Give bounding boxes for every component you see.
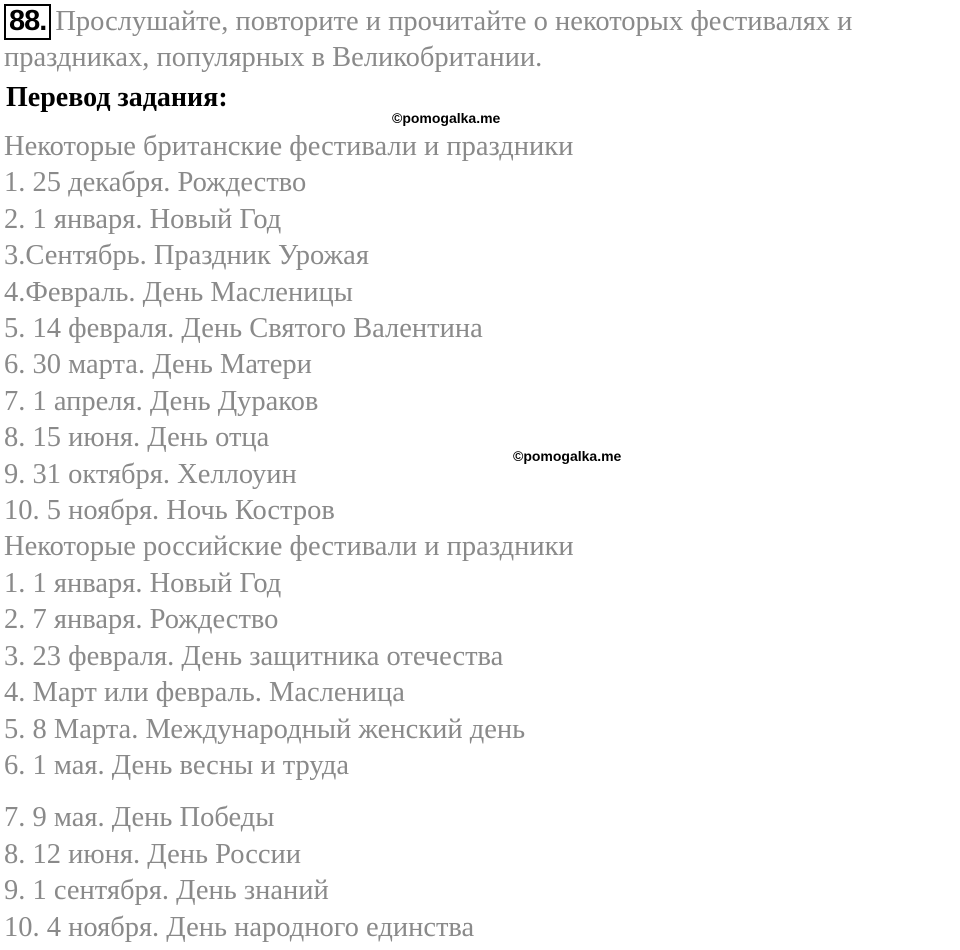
list-item: 8. 15 июня. День отца (4, 422, 270, 454)
list-item: 3.Сентябрь. Праздник Урожая (4, 240, 369, 272)
list-item: 10. 5 ноября. Ночь Костров (4, 495, 335, 527)
task-header (4, 4, 956, 76)
list-item: 1. 1 января. Новый Год (4, 567, 282, 599)
list-item: 3. 23 февраля. День защитника отечества (4, 640, 504, 672)
russian-holiday-list (4, 566, 956, 784)
list-item: 2. 7 января. Рождество (4, 604, 279, 636)
british-holiday-list (4, 165, 956, 529)
list-item: 8. 12 июня. День России (4, 838, 301, 870)
list-item: 10. 4 ноября. День народного единства (4, 911, 475, 943)
watermark: ©pomogalka.me (513, 448, 622, 464)
watermark: ©pomogalka.me (392, 110, 501, 126)
list-item: 2. 1 января. Новый Год (4, 203, 282, 235)
translation-content (4, 129, 956, 946)
list-item: 5. 8 Марта. Международный женский день (4, 713, 526, 745)
list-item: 9. 1 сентября. День знаний (4, 875, 329, 907)
task-number-badge: 88. (4, 4, 51, 40)
list-item: 9. 31 октября. Хеллоуин (4, 458, 297, 490)
list-item: 6. 1 мая. День весны и труда (4, 749, 350, 781)
list-item: 1. 25 декабря. Рождество (4, 167, 307, 199)
list-item: 7. 9 мая. День Победы (4, 802, 275, 834)
list-item: 4.Февраль. День Масленицы (4, 276, 353, 308)
russian-holiday-list-continued (4, 800, 956, 946)
task-instruction: Прослушайте, повторите и прочитайте о некоторых фестивалях и праздниках, популярных в Великобритании. (4, 6, 853, 73)
list-item: 5. 14 февраля. День Святого Валентина (4, 313, 483, 345)
list-item: 7. 1 апреля. День Дураков (4, 385, 319, 417)
translation-heading: Перевод задания: (6, 82, 228, 113)
list-item: 4. Март или февраль. Масленица (4, 677, 405, 709)
list-item: 6. 30 марта. День Матери (4, 349, 312, 381)
british-section-title: Некоторые британские фестивали и праздники (4, 131, 574, 162)
section-gap (4, 784, 956, 800)
russian-section-title: Некоторые российские фестивали и праздники (4, 531, 574, 563)
